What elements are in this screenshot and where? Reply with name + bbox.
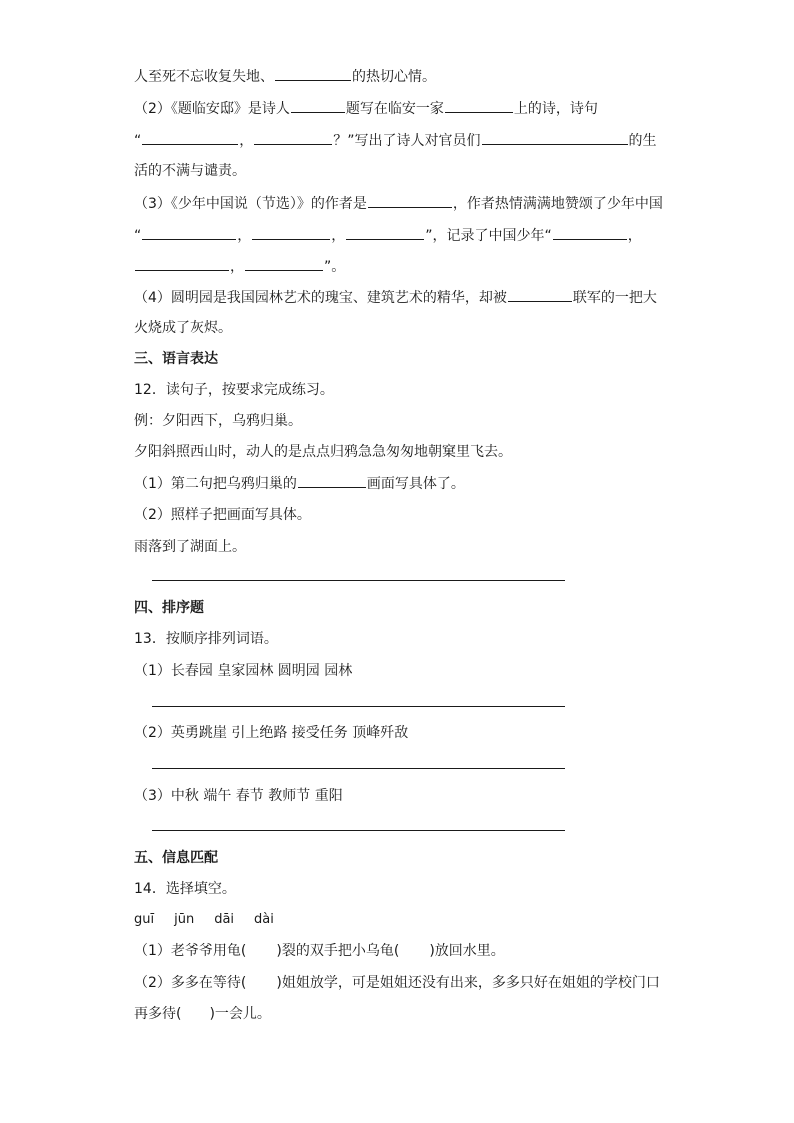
answer-blank[interactable]: [135, 256, 229, 271]
answer-blank[interactable]: [142, 225, 236, 240]
q12-example: 例：夕阳西下，乌鸦归巢。: [134, 413, 302, 429]
q12-prompt: 雨落到了湖面上。: [134, 539, 246, 555]
q11-2-line-1: （2）《题临安邸》是诗人 题写在临安一家 上的诗，诗句: [134, 98, 598, 118]
q12-sentence: 夕阳斜照西山时，动人的是点点归鸦急急匆匆地朝窠里飞去。: [134, 444, 512, 460]
q14-sub1: （1）老爷爷用龟( )裂的双手把小乌龟( )放回水里。: [134, 943, 505, 959]
answer-blank[interactable]: [142, 130, 238, 145]
answer-line[interactable]: [152, 706, 565, 707]
q11-1-line: 人至死不忘收复失地、 的热切心情。: [134, 66, 436, 86]
q14-sub2-cont: 再多待( )一会儿。: [134, 1006, 271, 1022]
section-heading-4: 四、排序题: [134, 600, 204, 616]
answer-line[interactable]: [152, 830, 565, 831]
q13-item-3: （3）中秋 端午 春节 教师节 重阳: [134, 788, 343, 804]
answer-blank[interactable]: [445, 98, 513, 113]
answer-line[interactable]: [152, 580, 565, 581]
answer-blank[interactable]: [346, 225, 424, 240]
q11-3-line-3: ， ”。: [134, 256, 345, 276]
q11-4-line-2: 火烧成了灰烬。: [134, 320, 232, 336]
section-heading-3: 三、语言表达: [134, 351, 218, 367]
answer-blank[interactable]: [298, 473, 366, 488]
q13-item-1: （1）长春园 皇家园林 圆明园 园林: [134, 663, 353, 679]
pinyin-option: dài: [254, 912, 274, 927]
q11-3-line-2: “ ， ， ”，记录了中国少年“ ，: [134, 225, 642, 245]
q13-item-2: （2）英勇跳崖 引上绝路 接受任务 顶峰歼敌: [134, 725, 409, 741]
answer-blank[interactable]: [254, 130, 332, 145]
answer-blank[interactable]: [368, 193, 452, 208]
q11-4-line-1: （4）圆明园是我国园林艺术的瑰宝、建筑艺术的精华，却被 联军的一把大: [134, 287, 657, 307]
q12-sub2: （2）照样子把画面写具体。: [134, 507, 311, 523]
q12-title: 12．读句子，按要求完成练习。: [134, 382, 334, 398]
answer-blank[interactable]: [508, 287, 572, 302]
pinyin-option: dāi: [214, 912, 235, 927]
pinyin-option: jūn: [174, 912, 195, 927]
answer-blank[interactable]: [245, 256, 323, 271]
answer-blank[interactable]: [275, 66, 351, 81]
answer-line[interactable]: [152, 768, 565, 769]
q11-3-line-1: （3）《少年中国说（节选）》的作者是 ，作者热情满满地赞颂了少年中国: [134, 193, 663, 213]
q14-sub2: （2）多多在等待( )姐姐放学，可是姐姐还没有出来，多多只好在姐姐的学校门口: [134, 975, 660, 991]
answer-blank[interactable]: [252, 225, 330, 240]
section-heading-5: 五、信息匹配: [134, 850, 218, 866]
q11-2-line-2: “ ， ？”写出了诗人对官员们 的生: [134, 130, 657, 150]
q12-sub1: （1）第二句把乌鸦归巢的 画面写具体了。: [134, 473, 465, 493]
answer-blank[interactable]: [482, 130, 628, 145]
q13-title: 13．按顺序排列词语。: [134, 631, 278, 647]
q14-pinyin-options: [134, 910, 294, 930]
pinyin-option: guī: [134, 912, 155, 927]
answer-blank[interactable]: [553, 225, 627, 240]
q14-title: 14．选择填空。: [134, 881, 236, 897]
q11-2-line-3: 活的不满与谴责。: [134, 163, 246, 179]
answer-blank[interactable]: [291, 98, 345, 113]
